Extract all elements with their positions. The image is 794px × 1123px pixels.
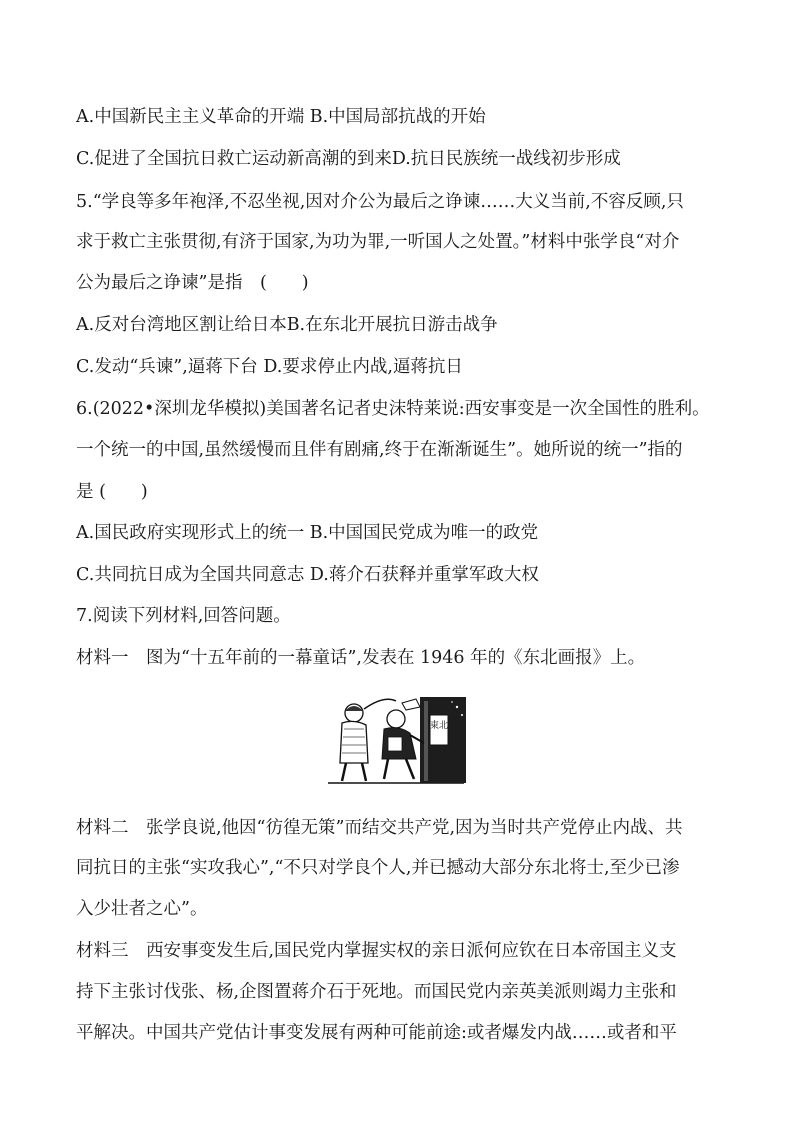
line-q6-stem-2: 一个统一的中国,虽然缓慢而且伴有剧痛,终于在渐渐诞生”。她所说的统一”指的 — [76, 440, 683, 460]
line-material-1: 材料一 图为“十五年前的一幕童话”,发表在 1946 年的《东北画报》上。 — [76, 648, 646, 668]
line-q5-options-ab: A.反对台湾地区割让给日本B.在东北开展抗日游击战争 — [76, 315, 498, 335]
line-q5-stem-1: 5.“学良等多年袍泽,不忍坐视,因对介公为最后之诤谏……大义当前,不容反顾,只 — [76, 192, 684, 212]
line-q5-stem-3: 公为最后之诤谏”是指 ( ) — [76, 273, 309, 293]
sign-text: 東北 — [429, 721, 449, 731]
line-q4-options-ab: A.中国新民主主义革命的开端 B.中国局部抗战的开始 — [76, 107, 486, 127]
line-material-3-2: 持下主张讨伐张、杨,企图置蒋介石于死地。而国民党内亲英美派则竭力主张和 — [76, 982, 677, 1002]
line-q6-options-ab: A.国民政府实现形式上的统一 B.中国国民党成为唯一的政党 — [76, 523, 539, 543]
line-material-2-1: 材料二 张学良说,他因“彷徨无策”而结交共产党,因为当时共产党停止内战、共 — [76, 818, 683, 838]
line-material-2-2: 同抗日的主张“实攻我心”,“不只对学良个人,并已撼动大部分东北将士,至少已渗 — [76, 858, 680, 878]
line-q5-stem-2: 求于救亡主张贯彻,有济于国家,为功为罪,一听国人之处置。”材料中张学良“对介 — [76, 232, 680, 252]
line-q5-options-cd: C.发动“兵谏”,逼蒋下台 D.要求停止内战,逼蒋抗日 — [76, 357, 463, 377]
cartoon-figure — [324, 693, 470, 789]
line-q4-options-cd: C.促进了全国抗日救亡运动新高潮的到来D.抗日民族统一战线初步形成 — [76, 149, 621, 169]
line-q7-stem: 7.阅读下列材料,回答问题。 — [76, 606, 291, 626]
line-q6-stem-1: 6.(2022•深圳龙华模拟)美国著名记者史沫特莱说:西安事变是一次全国性的胜利。 — [76, 399, 710, 419]
line-q6-stem-3: 是 ( ) — [76, 482, 148, 502]
line-material-3-1: 材料三 西安事变发生后,国民党内掌握实权的亲日派何应钦在日本帝国主义支 — [76, 941, 677, 961]
line-material-3-3: 平解决。中国共产党估计事变发展有两种可能前途:或者爆发内战……或者和平 — [76, 1023, 677, 1043]
line-q6-options-cd: C.共同抗日成为全国共同意志 D.蒋介石获释并重掌军政大权 — [76, 565, 539, 585]
line-material-2-3: 入少壮者之心”。 — [76, 899, 208, 919]
